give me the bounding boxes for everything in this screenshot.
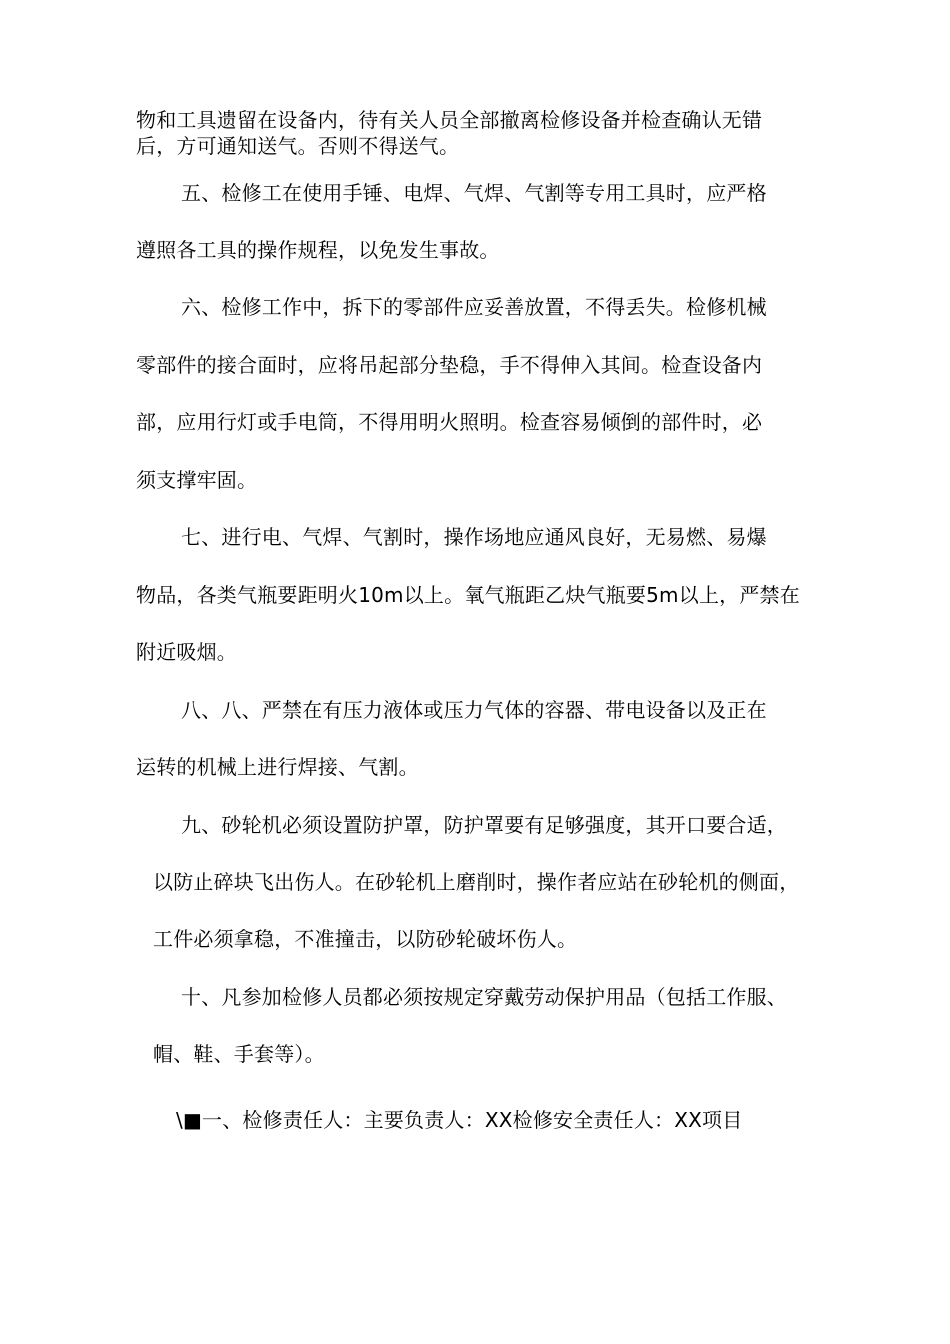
text-line: 部，应用行灯或手电筒，不得用明火照明。检查容易倾倒的部件时，必	[136, 410, 763, 434]
paragraph-5-start: 五、检修工在使用手锤、电焊、气焊、气割等专用工具时，应严格	[181, 181, 767, 205]
text-line: 附近吸烟。	[136, 640, 237, 664]
paragraph-6-start: 六、检修工作中，拆下的零部件应妥善放置，不得丢失。检修机械	[181, 295, 767, 319]
text-line: 后，方可通知送气。否则不得送气。	[136, 134, 460, 158]
text-line: 运转的机械上进行焊接、气割。	[136, 755, 419, 779]
paragraph-8-start: 八、八、严禁在有压力液体或压力气体的容器、带电设备以及正在	[181, 698, 767, 722]
text-line: 物和工具遗留在设备内，待有关人员全部撤离检修设备并检查确认无错	[136, 108, 763, 132]
text-line: 物品，各类气瓶要距明火10m以上。氧气瓶距乙炔气瓶要5m以上，严禁在	[136, 583, 800, 607]
paragraph-9-start: 九、砂轮机必须设置防护罩，防护罩要有足够强度，其开口要合适，	[181, 813, 787, 837]
text-line: 须支撑牢固。	[136, 468, 258, 492]
text-line: 以防止碎块飞出伤人。在砂轮机上磨削时，操作者应站在砂轮机的侧面，	[153, 870, 800, 894]
paragraph-10-start: 十、凡参加检修人员都必须按规定穿戴劳动保护用品（包括工作服、	[181, 985, 787, 1009]
text-line: 工件必须拿稳，不准撞击，以防砂轮破坏伤人。	[153, 927, 578, 951]
text-line: 帽、鞋、手套等）。	[153, 1042, 325, 1066]
text-line: 遵照各工具的操作规程，以免发生事故。	[136, 238, 500, 262]
paragraph-11-start: \■一、检修责任人：主要负责人：XX检修安全责任人：XX项目	[176, 1108, 743, 1132]
paragraph-7-start: 七、进行电、气焊、气割时，操作场地应通风良好，无易燃、易爆	[181, 525, 767, 549]
text-line: 零部件的接合面时，应将吊起部分垫稳，手不得伸入其间。检查设备内	[136, 353, 763, 377]
